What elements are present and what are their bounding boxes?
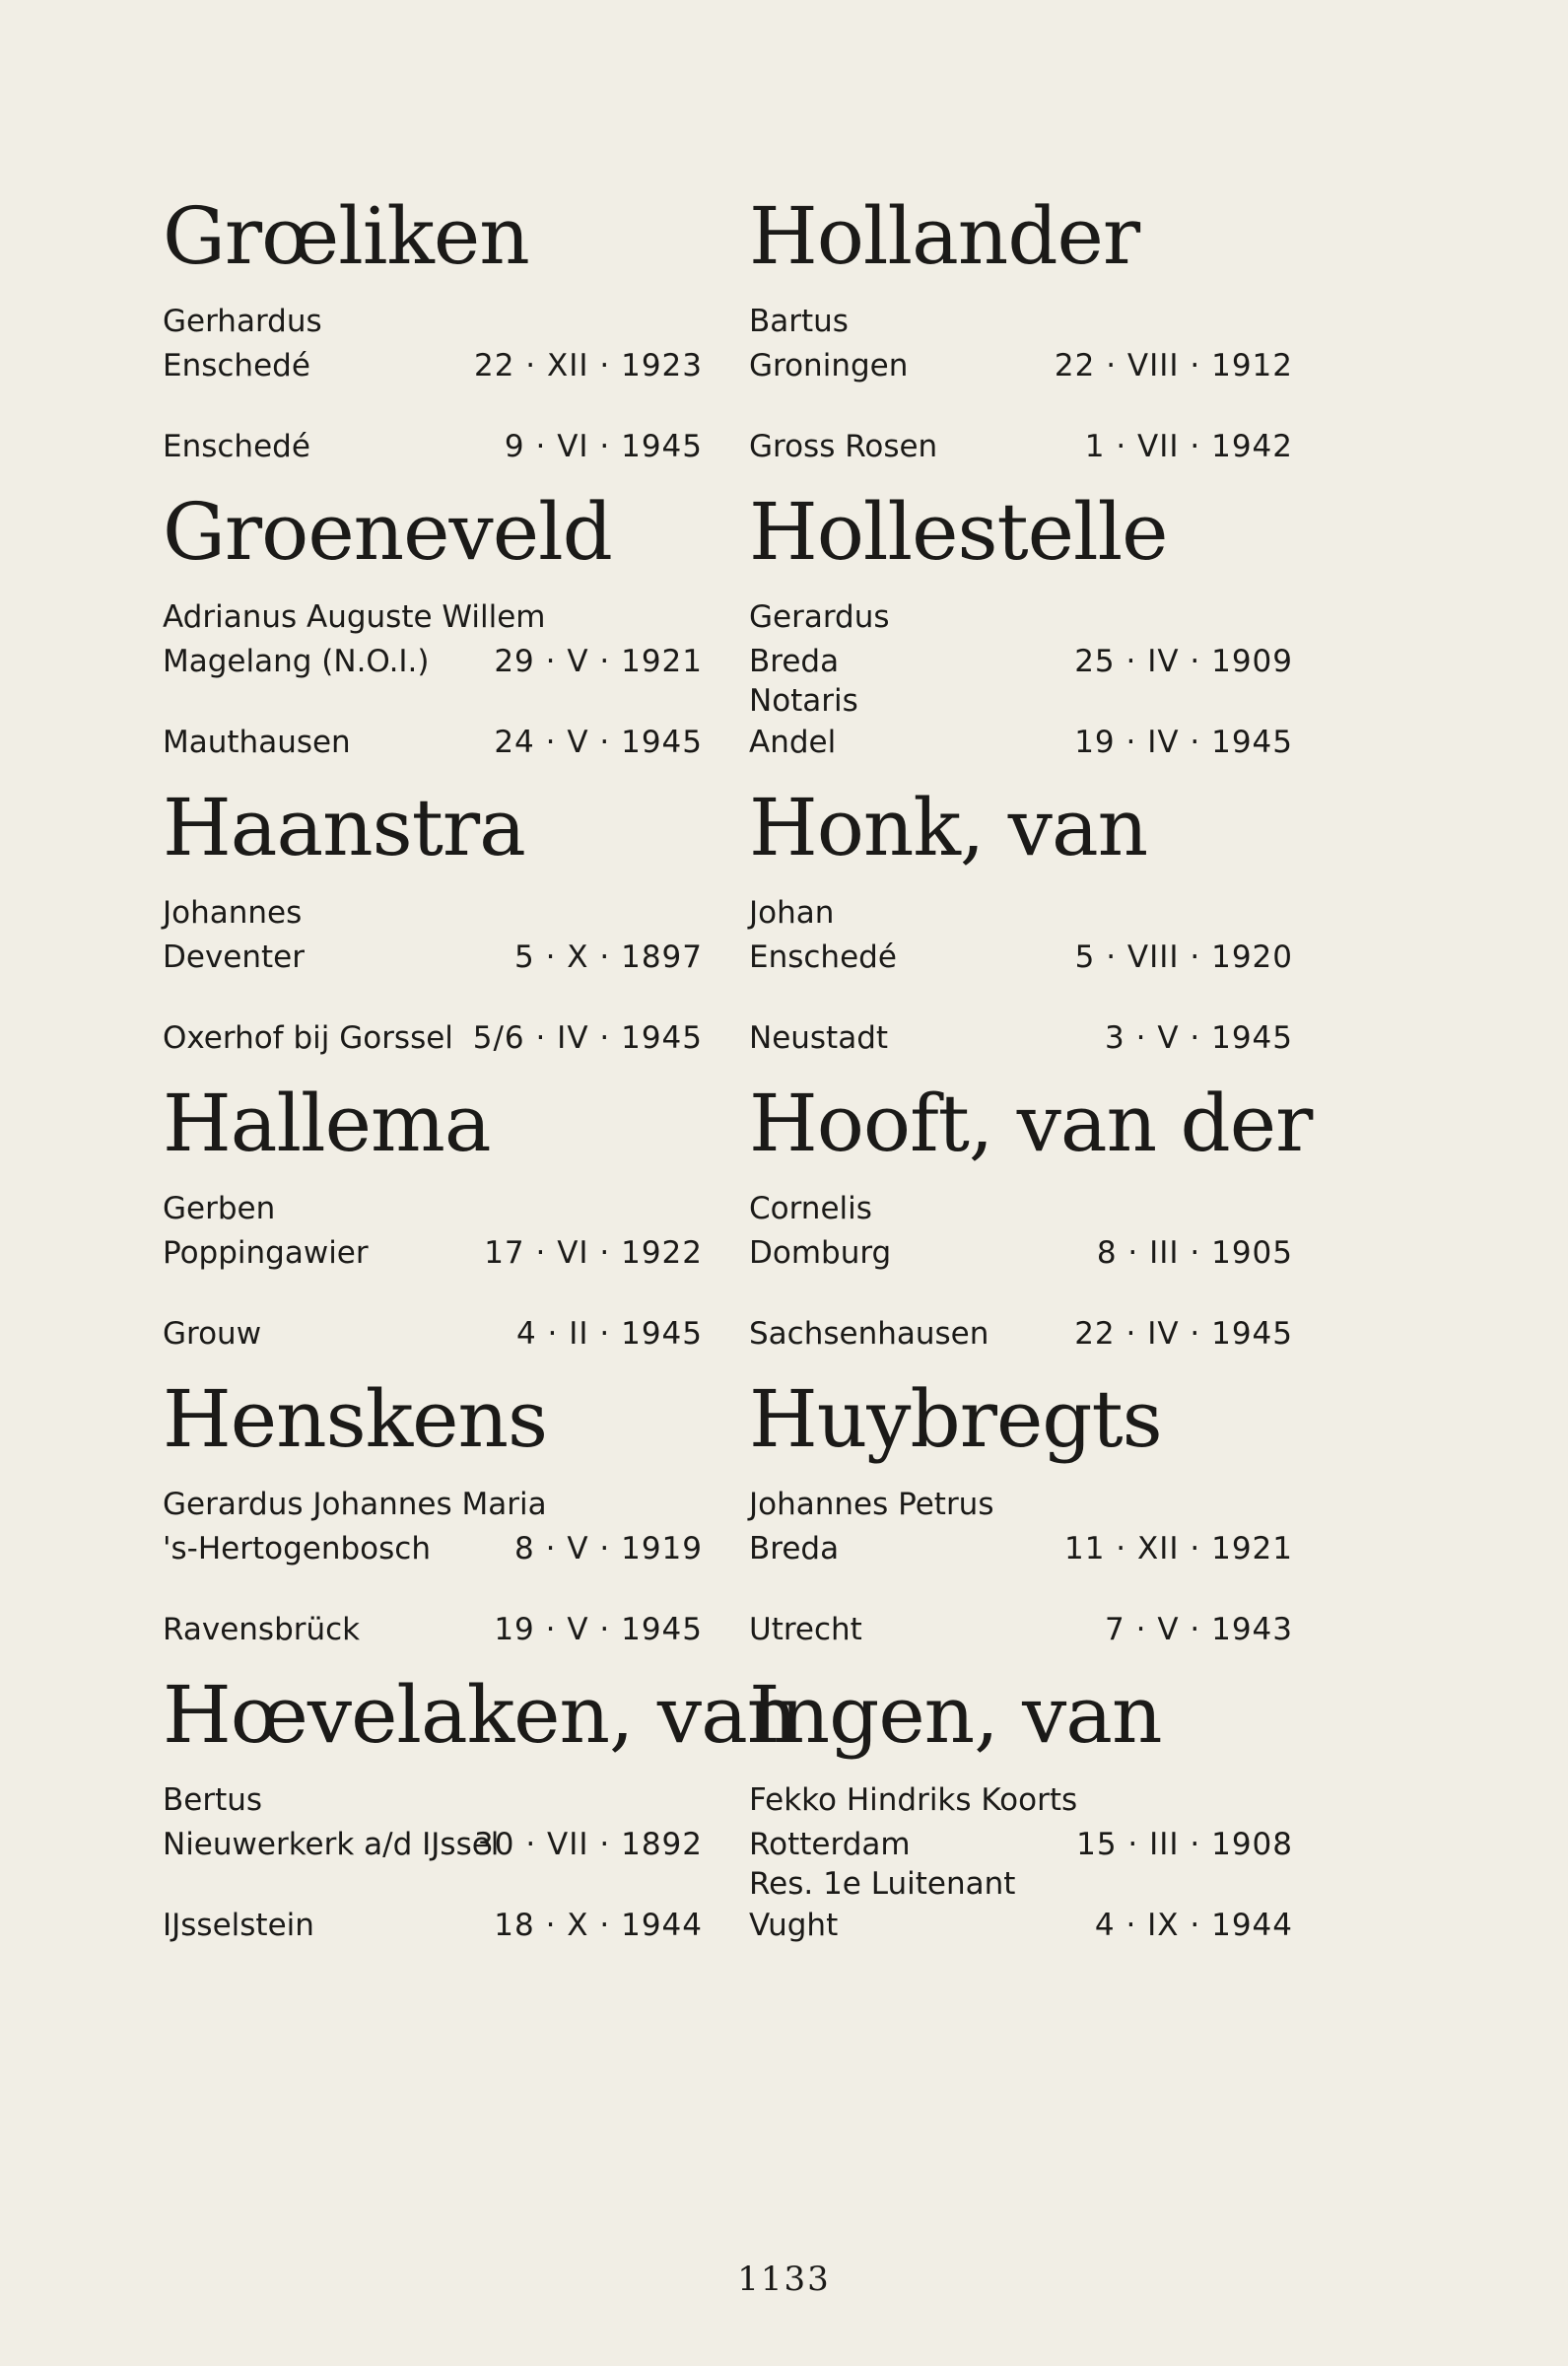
given-names: Fekko Hindriks Koorts bbox=[749, 1782, 1078, 1818]
birth-line bbox=[749, 937, 1293, 978]
death-line bbox=[163, 1609, 703, 1650]
birth-date: 8 · V · 1919 bbox=[514, 1531, 703, 1566]
given-names: Gerardus bbox=[749, 599, 890, 635]
birth-date: 17 · VI · 1922 bbox=[484, 1235, 703, 1271]
name-entry bbox=[749, 483, 1293, 760]
given-names: Gerhardus bbox=[163, 304, 322, 339]
death-line bbox=[749, 1313, 1293, 1355]
death-place: Neustadt bbox=[749, 1020, 889, 1056]
role-text: Notaris bbox=[749, 683, 858, 719]
death-place: Vught bbox=[749, 1908, 839, 1943]
name-entry bbox=[163, 1075, 703, 1352]
name-entry bbox=[163, 779, 703, 1056]
role-line bbox=[749, 1863, 1293, 1905]
death-date: 19 · V · 1945 bbox=[494, 1612, 703, 1647]
birth-line bbox=[163, 1232, 703, 1274]
name-entry bbox=[749, 187, 1293, 464]
death-line bbox=[749, 722, 1293, 763]
death-date: 4 · II · 1945 bbox=[515, 1316, 703, 1352]
death-place: IJsselstein bbox=[163, 1908, 314, 1943]
given-names: Gerben bbox=[163, 1191, 276, 1226]
birth-date: 25 · IV · 1909 bbox=[1074, 644, 1293, 679]
birth-place: Magelang (N.O.I.) bbox=[163, 644, 430, 679]
birth-date: 15 · III · 1908 bbox=[1076, 1827, 1293, 1862]
birth-date: 22 · XII · 1923 bbox=[474, 348, 703, 383]
surname: Hollestelle bbox=[749, 486, 1168, 578]
birth-line bbox=[749, 1232, 1293, 1274]
death-place: Sachsenhausen bbox=[749, 1316, 989, 1352]
surname: Haanstra bbox=[163, 782, 525, 873]
birth-line bbox=[749, 1824, 1293, 1865]
birth-place: 's-Hertogenbosch bbox=[163, 1531, 431, 1566]
name-entry bbox=[749, 1075, 1313, 1352]
given-names: Gerardus Johannes Maria bbox=[163, 1487, 547, 1522]
given-names: Adrianus Auguste Willem bbox=[163, 599, 546, 635]
death-date: 22 · IV · 1945 bbox=[1074, 1316, 1293, 1352]
death-date: 3 · V · 1945 bbox=[1105, 1020, 1293, 1056]
birth-date: 11 · XII · 1921 bbox=[1064, 1531, 1293, 1566]
role-line bbox=[749, 680, 1293, 722]
death-date: 9 · VI · 1945 bbox=[504, 429, 703, 464]
surname: Huybregts bbox=[749, 1373, 1162, 1465]
birth-place: Poppingawier bbox=[163, 1235, 369, 1271]
given-names: Bertus bbox=[163, 1782, 263, 1818]
death-date: 18 · X · 1944 bbox=[494, 1908, 703, 1943]
name-entry bbox=[749, 779, 1293, 1056]
death-line bbox=[749, 1905, 1293, 1946]
birth-line bbox=[749, 1528, 1293, 1569]
birth-date: 30 · VII · 1892 bbox=[474, 1827, 703, 1862]
given-names: Johannes bbox=[163, 895, 303, 931]
death-date: 19 · IV · 1945 bbox=[1074, 725, 1293, 760]
surname: Hœvelaken, van bbox=[163, 1669, 797, 1761]
name-entry bbox=[163, 483, 703, 760]
death-place: Enschedé bbox=[163, 429, 310, 464]
birth-place: Breda bbox=[749, 1531, 840, 1566]
death-date: 24 · V · 1945 bbox=[494, 725, 703, 760]
birth-date: 5 · VIII · 1920 bbox=[1074, 939, 1293, 975]
birth-date: 29 · V · 1921 bbox=[494, 644, 703, 679]
death-line bbox=[749, 1609, 1293, 1650]
role-text: Res. 1e Luitenant bbox=[749, 1866, 1016, 1902]
surname: Grœliken bbox=[163, 190, 529, 282]
death-place: Ravensbrück bbox=[163, 1612, 361, 1647]
death-line bbox=[163, 1905, 703, 1946]
death-line bbox=[163, 722, 703, 763]
birth-line bbox=[163, 1824, 703, 1865]
birth-line bbox=[163, 937, 703, 978]
birth-line bbox=[749, 345, 1293, 386]
surname: Ingen, van bbox=[749, 1669, 1162, 1761]
death-place: Gross Rosen bbox=[749, 429, 938, 464]
death-line bbox=[163, 1017, 703, 1059]
death-place: Mauthausen bbox=[163, 725, 351, 760]
death-line bbox=[749, 1017, 1293, 1059]
birth-line bbox=[749, 641, 1293, 682]
birth-place: Nieuwerkerk a/d IJssel bbox=[163, 1827, 500, 1862]
surname: Hallema bbox=[163, 1078, 491, 1169]
death-date: 5/6 · IV · 1945 bbox=[472, 1020, 703, 1056]
death-date: 7 · V · 1943 bbox=[1105, 1612, 1293, 1647]
name-entry bbox=[163, 1370, 703, 1647]
death-place: Andel bbox=[749, 725, 837, 760]
given-names: Cornelis bbox=[749, 1191, 872, 1226]
death-line bbox=[749, 426, 1293, 467]
name-entry bbox=[749, 1666, 1293, 1943]
given-names: Johannes Petrus bbox=[749, 1487, 994, 1522]
death-line bbox=[163, 1313, 703, 1355]
death-place: Utrecht bbox=[749, 1612, 862, 1647]
given-names: Johan bbox=[749, 895, 835, 931]
birth-place: Enschedé bbox=[163, 348, 310, 383]
surname: Groeneveld bbox=[163, 486, 612, 578]
name-entry bbox=[163, 187, 703, 464]
given-names: Bartus bbox=[749, 304, 849, 339]
birth-line bbox=[163, 1528, 703, 1569]
name-entry bbox=[749, 1370, 1293, 1647]
birth-date: 22 · VIII · 1912 bbox=[1054, 348, 1293, 383]
death-place: Grouw bbox=[163, 1316, 262, 1352]
birth-place: Enschedé bbox=[749, 939, 897, 975]
death-date: 1 · VII · 1942 bbox=[1084, 429, 1293, 464]
birth-place: Deventer bbox=[163, 939, 305, 975]
surname: Henskens bbox=[163, 1373, 548, 1465]
birth-date: 8 · III · 1905 bbox=[1096, 1235, 1293, 1271]
death-place: Oxerhof bij Gorssel bbox=[163, 1020, 453, 1056]
birth-line bbox=[163, 641, 703, 682]
surname: Hooft, van der bbox=[749, 1078, 1313, 1169]
birth-place: Breda bbox=[749, 644, 840, 679]
surname: Hollander bbox=[749, 190, 1140, 282]
birth-line bbox=[163, 345, 703, 386]
birth-place: Groningen bbox=[749, 348, 909, 383]
birth-date: 5 · X · 1897 bbox=[514, 939, 703, 975]
page-number: 1133 bbox=[737, 2260, 831, 2299]
birth-place: Domburg bbox=[749, 1235, 892, 1271]
birth-place: Rotterdam bbox=[749, 1827, 911, 1862]
death-date: 4 · IX · 1944 bbox=[1094, 1908, 1293, 1943]
surname: Honk, van bbox=[749, 782, 1148, 873]
death-line bbox=[163, 426, 703, 467]
